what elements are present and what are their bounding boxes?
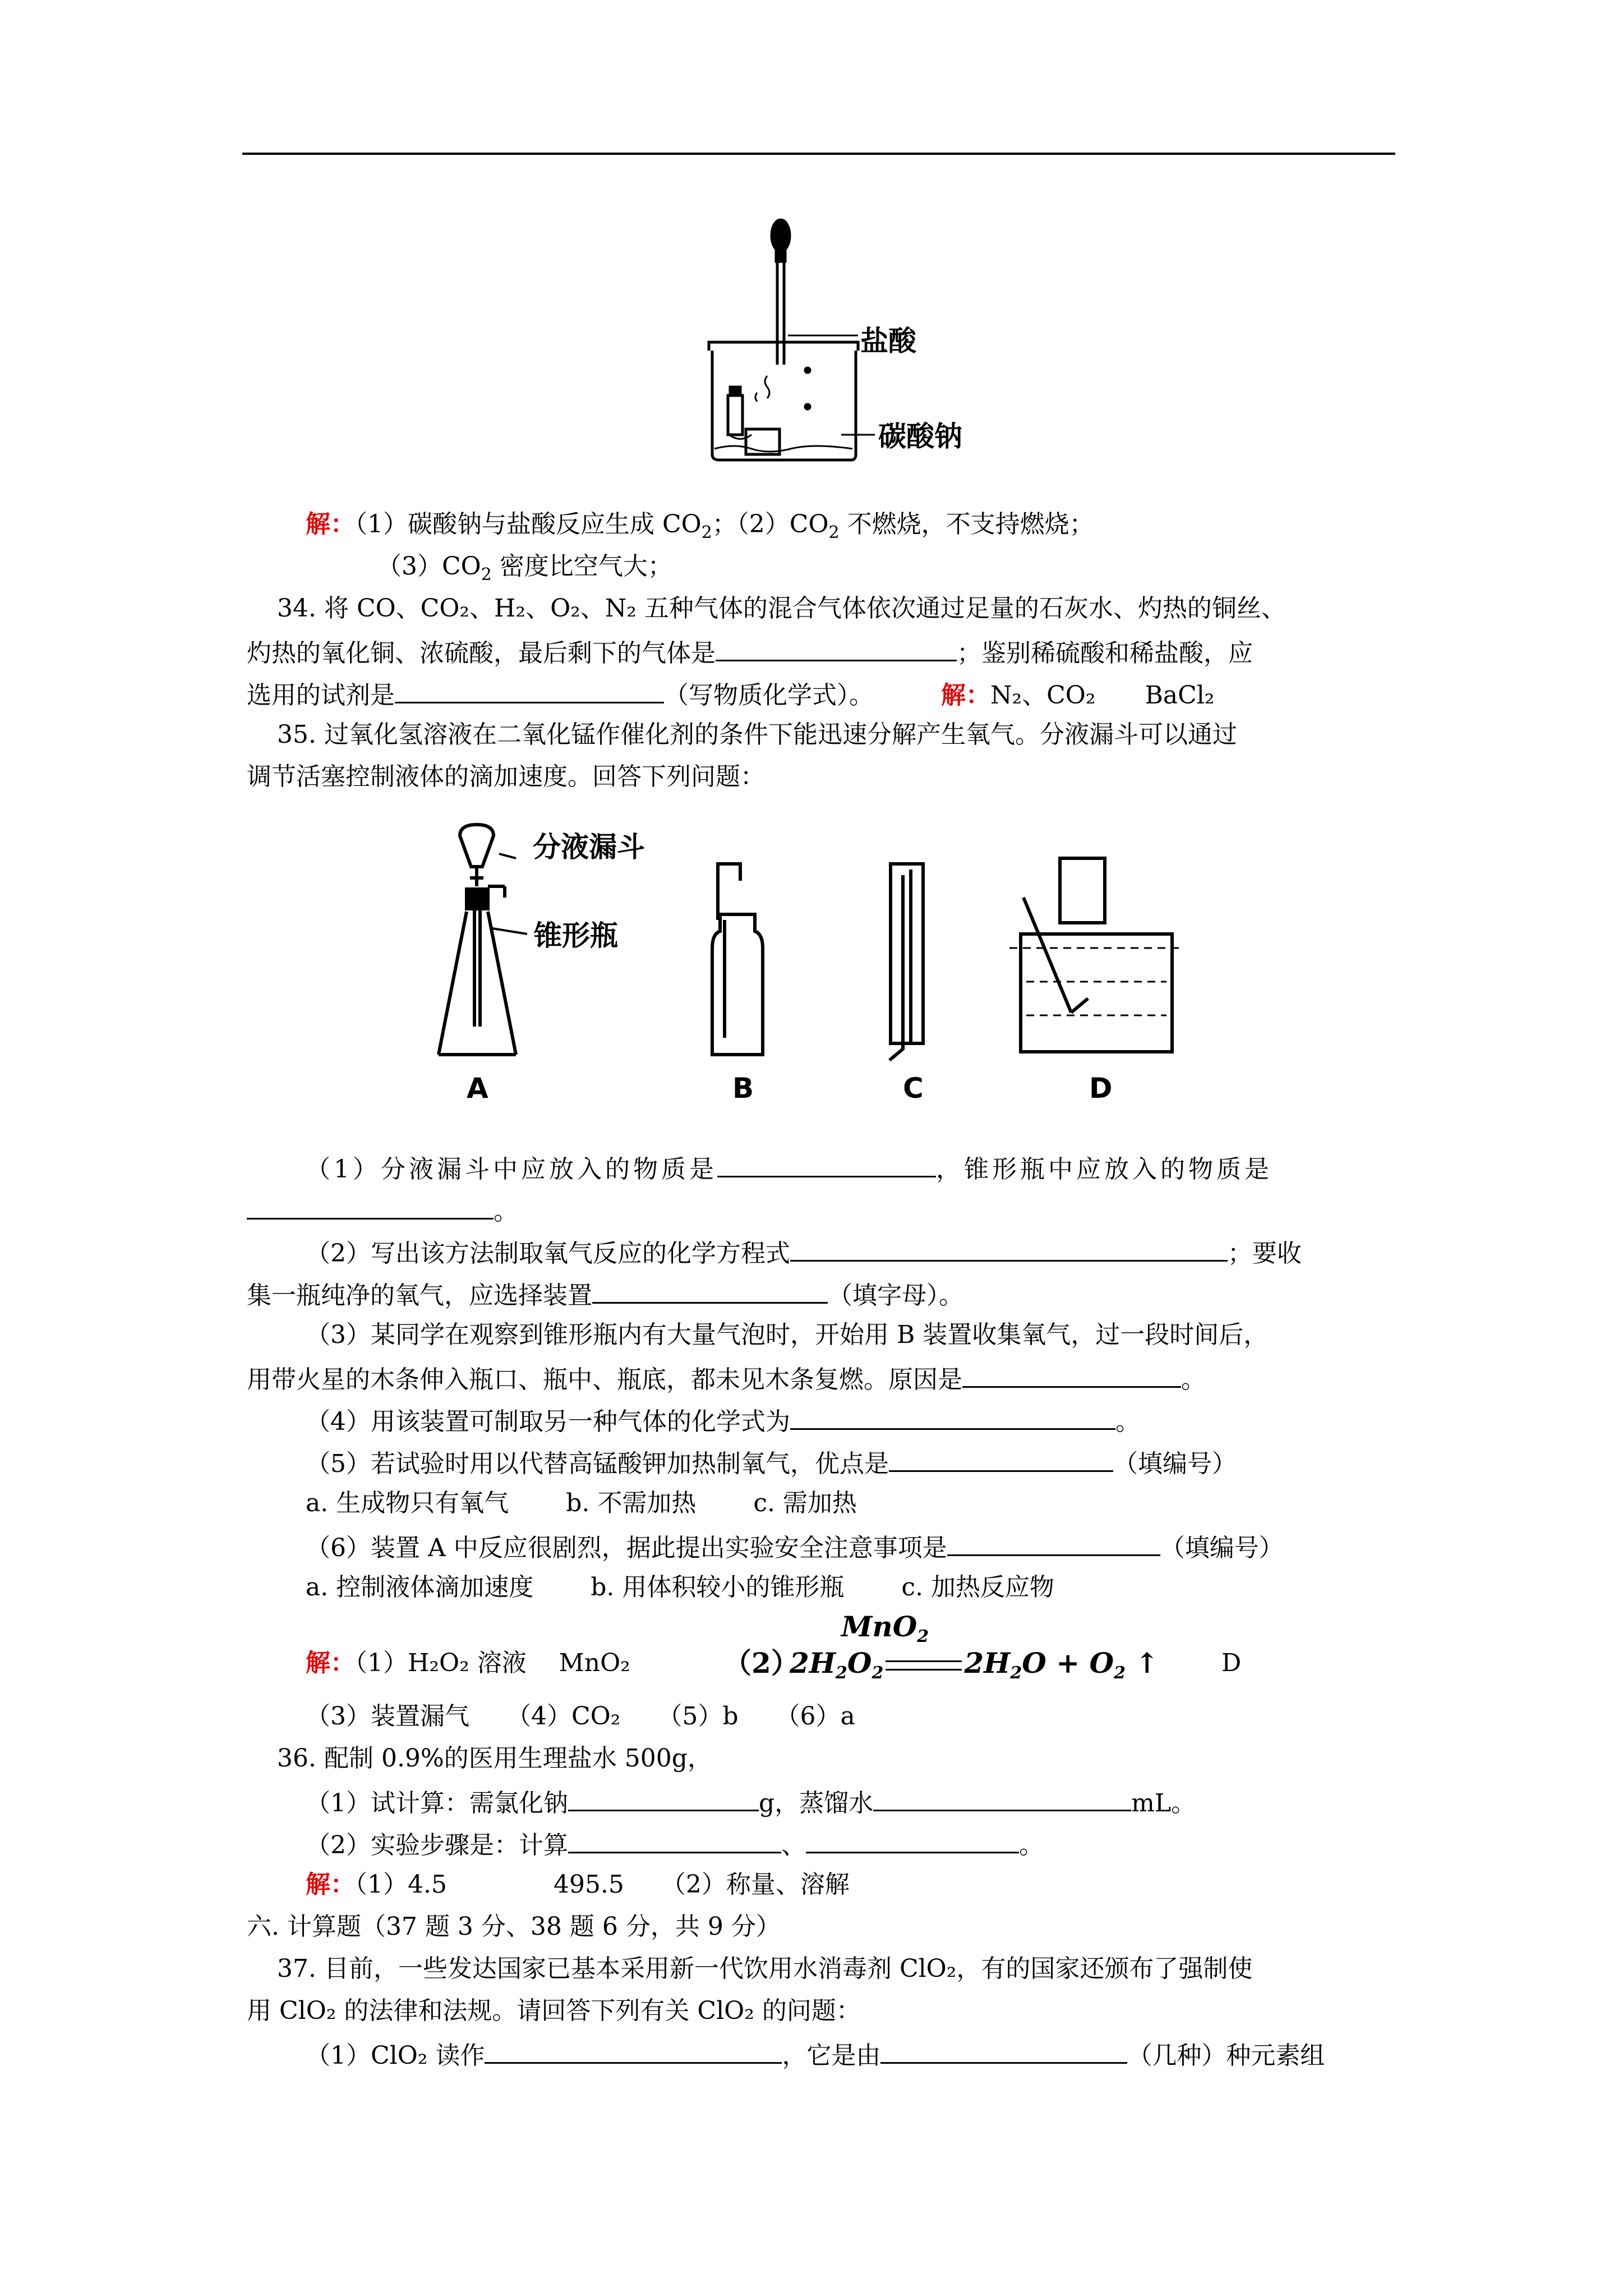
q35-part-2-cont: 集一瓶纯净的氧气，应选择装置 （填字母）。 bbox=[247, 1276, 963, 1313]
q35-blank-1b[interactable] bbox=[247, 1192, 494, 1220]
q37-part-1: （1）ClO₂ 读作 ，它是由 （几种）种元素组 bbox=[306, 2036, 1325, 2073]
q35-answer-line-1: 解：（1）H₂O₂ 溶液 MnO₂ bbox=[306, 1649, 630, 1677]
q34-line-3: 选用的试剂是 （写物质化学式）。 解：N₂、CO₂ BaCl₂ bbox=[247, 676, 1214, 712]
q34-line-2: 灼热的氧化铜、浓硫酸，最后剩下的气体是 ；鉴别稀硫酸和稀盐酸，应 bbox=[247, 634, 1253, 670]
label-sodium-carbonate: 碳酸钠 bbox=[878, 420, 962, 453]
q36-line-1: 36. 配制 0.9%的医用生理盐水 500g， bbox=[277, 1744, 712, 1773]
q36-blank-1[interactable] bbox=[568, 1784, 759, 1811]
q34-blank-2[interactable] bbox=[395, 676, 664, 703]
q35-part-4: （4）用该装置可制取另一种气体的化学式为 。 bbox=[306, 1402, 1140, 1439]
q35-part-1-cont: 。 bbox=[247, 1192, 518, 1228]
q35-line-1: 35. 过氧化氢溶液在二氧化锰作催化剂的条件下能迅速分解产生氧气。分液漏斗可以通过 bbox=[277, 720, 1237, 749]
label-acid: 盐酸 bbox=[860, 325, 916, 357]
q35-part-6-options: a. 控制液体滴加速度 b. 用体积较小的锥形瓶 c. 加热反应物 bbox=[306, 1573, 1054, 1602]
label-separatory-funnel: 分液漏斗 bbox=[533, 831, 645, 863]
q36-part-2: （2）实验步骤是：计算 、 。 bbox=[306, 1826, 1044, 1862]
label-C: C bbox=[903, 1072, 924, 1105]
q36-part-1: （1）试计算：需氯化钠 g，蒸馏水 mL。 bbox=[306, 1784, 1196, 1820]
q37-line-2: 用 ClO₂ 的法律和法规。请回答下列有关 ClO₂ 的问题： bbox=[247, 1996, 861, 2025]
q35-blank-5[interactable] bbox=[889, 1444, 1113, 1472]
equation-catalyst: MnO$_2$ bbox=[841, 1610, 929, 1646]
q35-line-2: 调节活塞控制液体的滴加速度。回答下列问题： bbox=[247, 762, 765, 791]
q35-answer-choice: D bbox=[1221, 1649, 1242, 1677]
label-B: B bbox=[732, 1072, 754, 1105]
q37-blank-2[interactable] bbox=[880, 2036, 1127, 2064]
q35-blank-6[interactable] bbox=[947, 1529, 1160, 1556]
q35-part-6: （6）装置 A 中反应很剧烈，据此提出实验安全注意事项是 （填编号） bbox=[306, 1529, 1284, 1565]
q35-part-1: （1）分液漏斗中应放入的物质是 ，锥形瓶中应放入的物质是 bbox=[306, 1150, 1272, 1186]
q35-part-5-options: a. 生成物只有氧气 b. 不需加热 c. 需加热 bbox=[306, 1489, 857, 1517]
q34-line-1: 34. 将 CO、CO₂、H₂、O₂、N₂ 五种气体的混合气体依次通过足量的石灰水、灼热的铜丝、 bbox=[277, 594, 1286, 623]
q35-part-5: （5）若试验时用以代替高锰酸钾加热制氧气，优点是 （填编号） bbox=[306, 1444, 1237, 1481]
q35-blank-3[interactable] bbox=[962, 1360, 1181, 1388]
label-A: A bbox=[467, 1072, 488, 1105]
chemical-equation: $2H_2O_2$ $2H_2O + O_2$ ↑ bbox=[790, 1646, 1159, 1683]
q34-blank-1[interactable] bbox=[716, 634, 957, 661]
q37-blank-1[interactable] bbox=[485, 2036, 782, 2064]
answer-label: 解： bbox=[941, 681, 990, 710]
q35-answer-line-3: （3）装置漏气 （4）CO₂ （5）b （6）a bbox=[306, 1702, 855, 1731]
q33-answer-line-2: $(3)CO_2$ 密度比空气大； bbox=[377, 552, 672, 585]
q35-blank-4[interactable] bbox=[790, 1402, 1115, 1430]
q36-blank-2[interactable] bbox=[873, 1784, 1131, 1811]
q35-part-3: （3）某同学在观察到锥形瓶内有大量气泡时，开始用 B 装置收集氧气，过一段时间后， bbox=[306, 1320, 1269, 1349]
q35-blank-2b[interactable] bbox=[592, 1276, 828, 1304]
q35-part-3-cont: 用带火星的木条伸入瓶口、瓶中、瓶底，都未见木条复燃。原因是 。 bbox=[247, 1360, 1206, 1397]
q36-blank-4[interactable] bbox=[806, 1826, 1019, 1853]
label-D: D bbox=[1089, 1072, 1113, 1105]
header-rule bbox=[242, 153, 1395, 155]
section-6-title: 六. 计算题（37 题 3 分、38 题 6 分，共 9 分） bbox=[247, 1912, 781, 1941]
q35-answer-prefix: （2） bbox=[723, 1646, 799, 1680]
q33-answer-line-1: 解：（1）碳酸钠与盐酸反应生成 $CO_2$；$(2)CO_2$ 不燃烧，不支持燃烧； bbox=[306, 510, 1094, 542]
q34-answer: N₂、CO₂ BaCl₂ bbox=[990, 681, 1215, 710]
answer-label: 解： bbox=[306, 1649, 355, 1677]
q36-answer: 解：（1）4.5 495.5 （2）称量、溶解 bbox=[306, 1870, 850, 1899]
label-conical-flask: 锥形瓶 bbox=[534, 919, 618, 952]
q37-line-1: 37. 目前，一些发达国家已基本采用新一代饮用水消毒剂 ClO₂，有的国家还颁布了强制使 bbox=[277, 1954, 1253, 1983]
q35-blank-2a[interactable] bbox=[790, 1234, 1228, 1262]
q35-part-2: （2）写出该方法制取氧气反应的化学方程式 ；要收 bbox=[306, 1234, 1302, 1271]
q36-blank-3[interactable] bbox=[568, 1826, 781, 1853]
q35-blank-1a[interactable] bbox=[717, 1150, 936, 1177]
answer-label: 解： bbox=[306, 1870, 355, 1899]
answer-label: 解： bbox=[306, 510, 355, 539]
